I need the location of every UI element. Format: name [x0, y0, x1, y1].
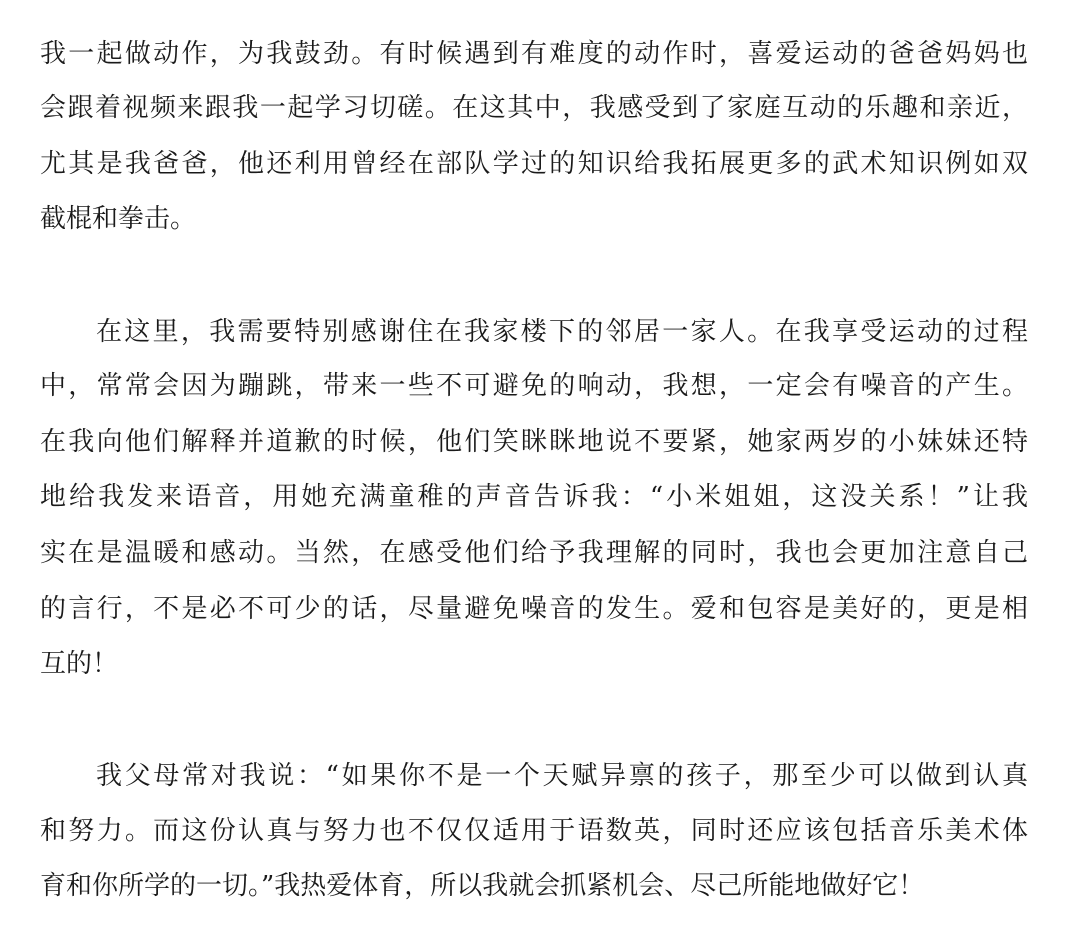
text-line: 在我向他们解释并道歉的时候，他们笑眯眯地说不要紧，她家两岁的小妹妹还特 [40, 427, 1028, 457]
text-line: 我一起做动作，为我鼓劲。有时候遇到有难度的动作时，喜爱运动的爸爸妈妈也 [40, 39, 1028, 69]
text-line: 截棍和拳击。 [40, 204, 197, 234]
text-line: 在这里，我需要特别感谢住在我家楼下的邻居一家人。在我享受运动的过程 [96, 317, 1028, 347]
text-line: 我父母常对我说：“如果你不是一个天赋异禀的孩子，那至少可以做到认真 [96, 761, 1028, 791]
text-line: 尤其是我爸爸，他还利用曾经在部队学过的知识给我拓展更多的武术知识例如双 [40, 149, 1028, 179]
text-line: 地给我发来语音，用她充满童稚的声音告诉我：“小米姐姐，这没关系！”让我 [40, 482, 1028, 512]
text-line: 实在是温暖和感动。当然，在感受他们给予我理解的同时，我也会更加注意自己 [40, 538, 1028, 568]
text-line: 和努力。而这份认真与努力也不仅仅适用于语数英，同时还应该包括音乐美术体 [40, 816, 1028, 846]
text-line: 中，常常会因为蹦跳，带来一些不可避免的响动，我想，一定会有噪音的产生。 [40, 371, 1028, 401]
text-line: 育和你所学的一切。”我热爱体育，所以我就会抓紧机会、尽己所能地做好它！ [40, 871, 925, 901]
text-line: 互的！ [40, 649, 119, 679]
text-line: 会跟着视频来跟我一起学习切磋。在这其中，我感受到了家庭互动的乐趣和亲近， [40, 93, 1028, 123]
text-line: 的言行，不是必不可少的话，尽量避免噪音的发生。爱和包容是美好的，更是相 [40, 594, 1028, 624]
